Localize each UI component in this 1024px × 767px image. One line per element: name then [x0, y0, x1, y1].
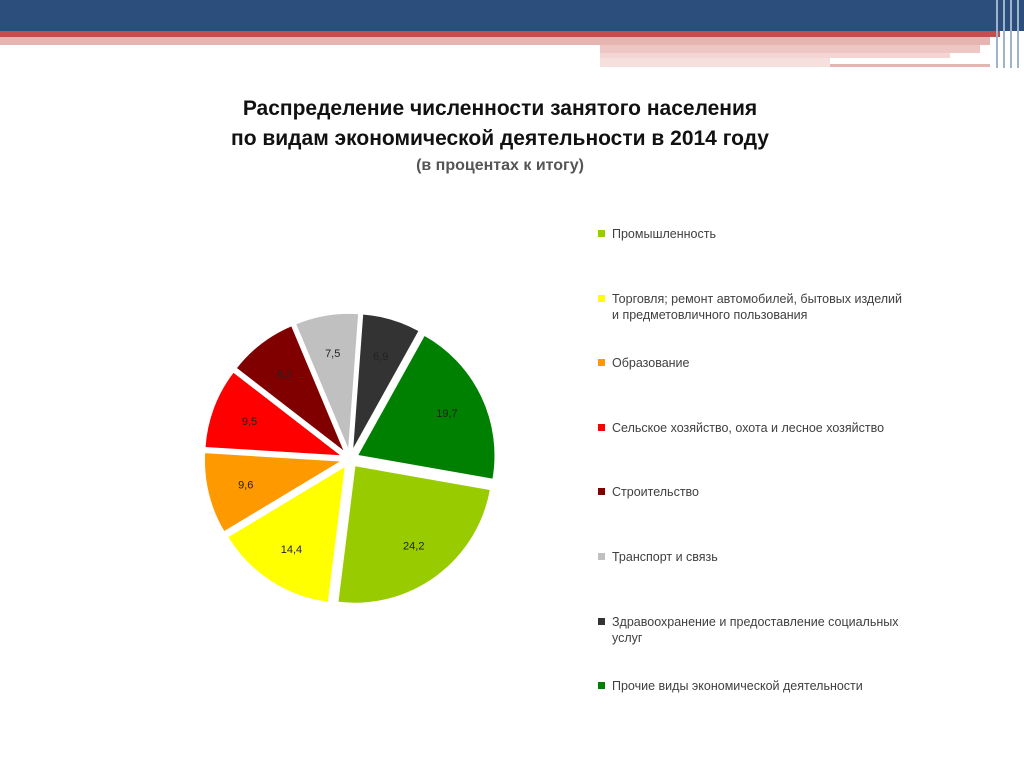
legend-label: Промышленность: [612, 227, 716, 241]
legend-swatch: [598, 424, 605, 431]
legend-label: Торговля; ремонт автомобилей, бытовых изделий и предметовличного пользования: [612, 291, 902, 322]
slice-value-label: 6,9: [373, 351, 389, 364]
slice-value-label: 9,5: [241, 416, 258, 429]
legend-swatch: [598, 618, 605, 625]
legend-label: Прочие виды экономической деятельности: [612, 679, 863, 694]
slice-value-label: 14,4: [280, 543, 303, 556]
chart-title-line-2: по видам экономической деятельности в 2014 году: [231, 127, 769, 150]
slice-value-label: 8,2: [276, 368, 293, 381]
legend-swatch: [598, 230, 605, 237]
legend-swatch: [598, 553, 605, 560]
legend-label: Сельское хозяйство, охота и лесное хозяйство: [612, 420, 885, 435]
legend-label: Строительство: [612, 485, 699, 500]
legend-swatch: [598, 488, 605, 495]
legend-swatch: [598, 295, 605, 302]
slice-value-label: 9,6: [238, 479, 254, 492]
slice-value-label: 7,5: [325, 348, 341, 361]
legend-swatch: [598, 359, 605, 366]
slice-value-label: 19,7: [436, 407, 458, 420]
legend-label: Образование: [612, 356, 690, 371]
legend-swatch: [598, 682, 605, 689]
legend-label: Транспорт и связь: [612, 550, 718, 564]
legend-label: Здравоохранение и предоставление социальных услуг: [612, 614, 899, 645]
chart-title-line-1: Распределение численности занятого населения: [242, 97, 758, 120]
slice-value-label: 24,2: [403, 540, 425, 553]
chart-subtitle: (в процентах к итогу): [416, 157, 584, 174]
pie-slice: [338, 465, 491, 603]
